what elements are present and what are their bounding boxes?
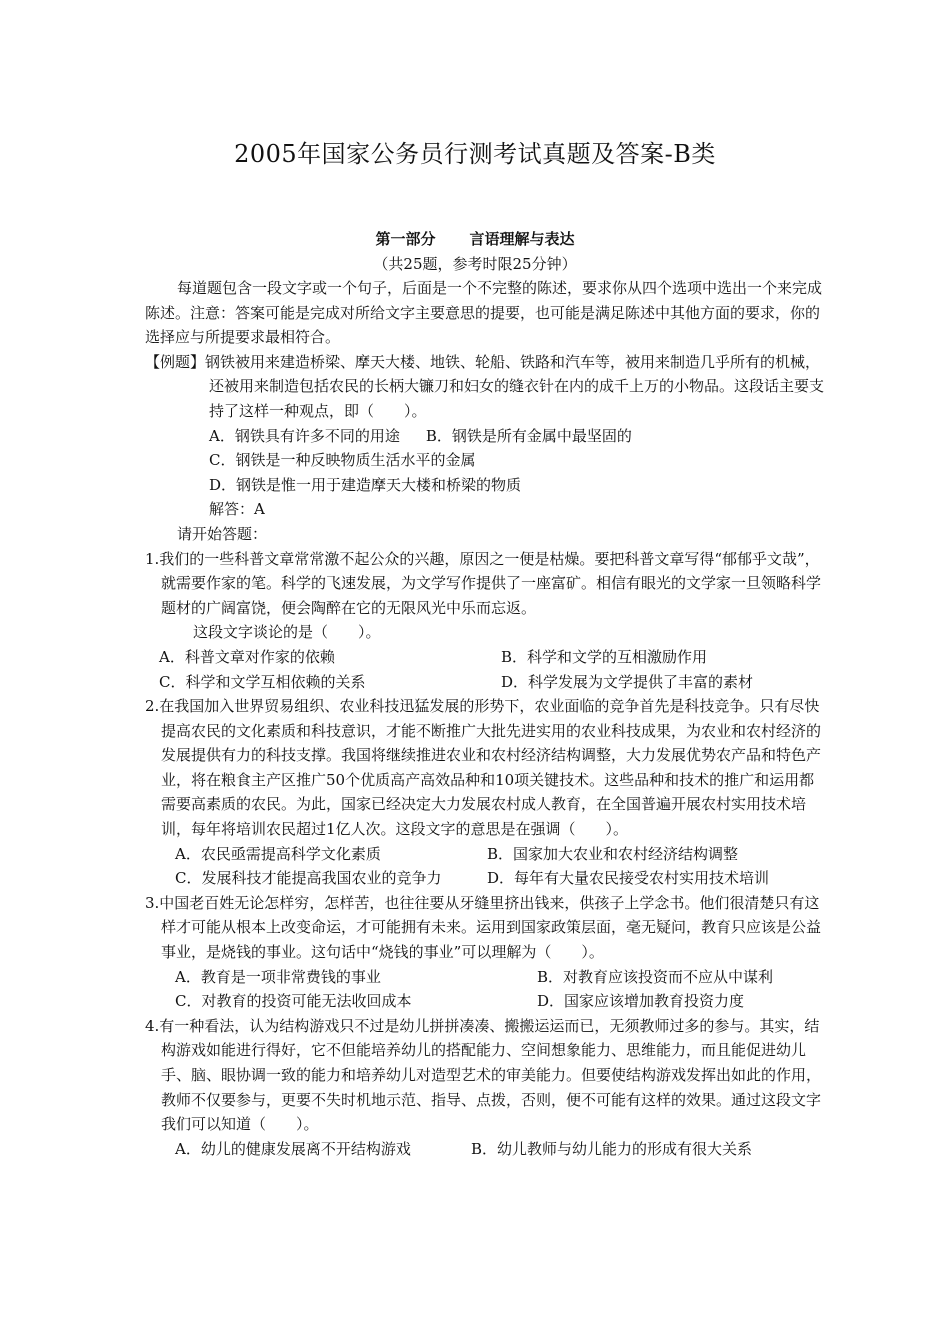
question-2-options-cd [145,866,825,891]
section-name: 言语理解与表达 [469,230,575,248]
question-2-option-c: C．发展科技才能提高我国农业的竞争力 [175,869,442,888]
question-3-text: 3.中国老百姓无论怎样穷，怎样苦，也往往要从牙缝里挤出钱来，供孩子上学念书。他们很清楚只有这样才可能从根本上改变命运，才可能拥有未来。运用到国家政策层面，毫无疑问，教育只应该是公益事业，是烧钱的事业。这句话中“烧钱的事业”可以理解为（ ）。 [145,893,822,962]
start-prompt: 请开始答题： [177,524,268,543]
question-3-option-c: C．对教育的投资可能无法收回成本 [175,992,412,1011]
document-body [145,276,825,1161]
example-option-a: A．钢铁具有许多不同的用途 [209,426,400,445]
example-option-b: B．钢铁是所有金属中最坚固的 [425,426,632,445]
question-1-options-cd [145,670,825,695]
example-options-ab [145,424,825,449]
question-3-option-b: B．对教育应该投资而不应从中谋利 [537,967,774,986]
section-heading [0,228,950,249]
section-subheading: （共25题，参考时限25分钟） [373,255,577,273]
question-1-stem: 这段文字谈论的是（ ）。 [193,623,381,642]
question-4-option-a: A．幼儿的健康发展离不开结构游戏 [175,1139,411,1158]
question-1-option-c: C．科学和文学互相依赖的关系 [159,672,366,691]
example-question: 【例题】钢铁被用来建造桥梁、摩天大楼、地铁、轮船、铁路和汽车等，被用来制造几乎所有的机械，还被用来制造包括农民的长柄大镰刀和妇女的缝衣针在内的成千上万的小物品。这段话主要支持了这样一种观点，即（ ）。 [145,352,825,420]
question-1-text: 1.我们的一些科普文章常常激不起公众的兴趣，原因之一便是枯燥。要把科普文章写得“郁郁乎文哉”，就需要作家的笔。科学的飞速发展，为文学写作提供了一座富矿。相信有眼光的文学家一旦领略科学题材的广阔富饶，便会陶醉在它的无限风光中乐而忘返。 [145,549,822,617]
question-3-options-ab [145,965,825,990]
document-title: 2005年国家公务员行测考试真题及答案-B类 [234,140,716,168]
section-part: 第一部分 [375,230,436,248]
instructions-paragraph: 每道题包含一段文字或一个句子，后面是一个不完整的陈述，要求你从四个选项中选出一个来完成陈述。注意：答案可能是完成对所给文字主要意思的提要，也可能是满足陈述中其他方面的要求，你的选择应与所提要求最相符合。 [145,279,823,347]
question-1-option-d: D．科学发展为文学提供了丰富的素材 [501,672,754,691]
example-option-d: D．钢铁是惟一用于建造摩天大楼和桥梁的物质 [209,475,522,494]
question-3-option-d: D．国家应该增加教育投资力度 [537,992,745,1011]
question-1-option-b: B．科学和文学的互相激励作用 [501,647,708,666]
question-2-option-d: D．每年有大量农民接受农村实用技术培训 [487,869,770,888]
example-answer: 解答：A [209,500,265,519]
question-4-text: 4.有一种看法，认为结构游戏只不过是幼儿拼拼凑凑、搬搬运运而已，无须教师过多的参与。其实，结构游戏如能进行得好，它不但能培养幼儿的搭配能力、空间想象能力、思维能力，而且能促进幼儿手、脑、眼协调一致的能力和培养幼儿对造型艺术的审美能力。但要使结构游戏发挥出如此的作用，教师不仅要参与，更要不失时机地示范、指导、点拨，否则，便不可能有这样的效果。通过这段文字我们可以知道（ ）。 [145,1016,822,1134]
question-1-options-ab [145,645,825,670]
example-option-c: C．钢铁是一种反映物质生活水平的金属 [209,451,476,470]
question-2-option-b: B．国家加大农业和农村经济结构调整 [487,844,739,863]
question-2-option-a: A．农民亟需提高科学文化素质 [175,844,381,863]
question-3-option-a: A．教育是一项非常费钱的事业 [175,967,381,986]
question-1-option-a: A．科普文章对作家的依赖 [159,647,335,666]
question-4-option-b: B．幼儿教师与幼儿能力的形成有很大关系 [471,1139,753,1158]
question-2-options-ab [145,842,825,867]
question-2-text: 2.在我国加入世界贸易组织、农业科技迅猛发展的形势下，农业面临的竞争首先是科技竞争。只有尽快提高农民的文化素质和科技意识，才能不断推广大批先进实用的农业科技成果，为农业和农村经济的发展提供有力的科技支撑。我国将继续推进农业和农村经济结构调整，大力发展优势农产品和特色产业，将在粮食主产区推广50个优质高产高效品种和10项关键技术。这些品种和技术的推广和运用都需要高素质的农民。为此，国家已经决定大力发展农村成人教育，在全国普遍开展农村实用技术培训，每年将培训农民超过1亿人次。这段文字的意思是在强调（ ）。 [145,697,822,839]
question-3-options-cd [145,989,825,1014]
question-4-options-ab [145,1137,825,1162]
